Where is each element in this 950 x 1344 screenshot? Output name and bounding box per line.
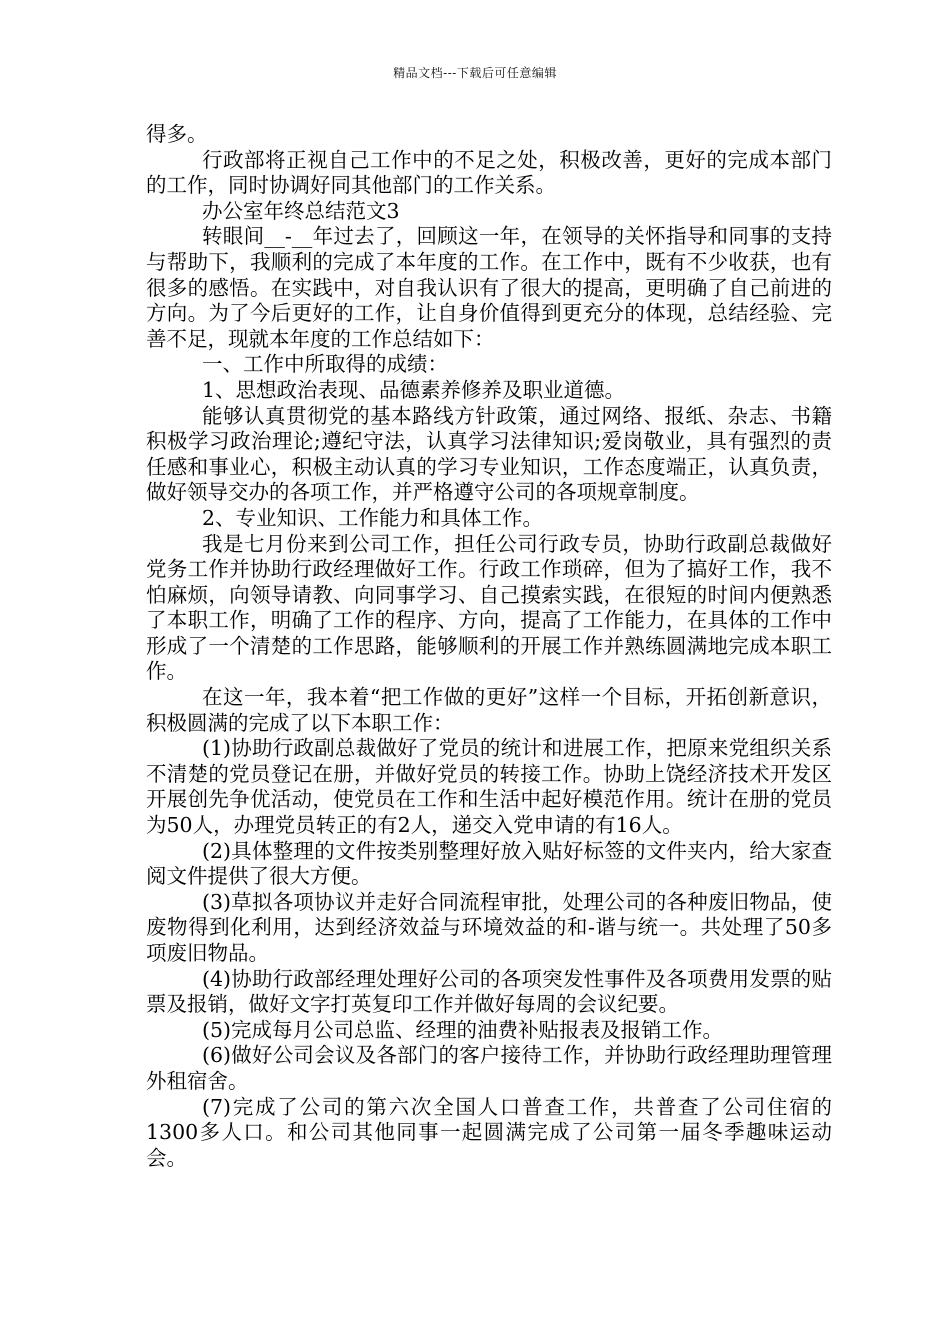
document-body <box>146 122 832 1171</box>
paragraph: (2)具体整理的文件按类别整理好放入贴好标签的文件夹内，给大家查阅文件提供了很大方便。 <box>146 838 832 889</box>
paragraph: (4)协助行政部经理处理好公司的各项突发性事件及各项费用发票的贴票及报销，做好文字打英复印工作并做好每周的会议纪要。 <box>146 966 832 1017</box>
paragraph: 在这一年，我本着“把工作做的更好”这样一个目标，开拓创新意识，积极圆满的完成了以下本职工作： <box>146 685 832 735</box>
paragraph: 一、工作中所取得的成绩： <box>202 352 448 377</box>
paragraph: (6)做好公司会议及各部门的客户接待工作，并协助行政经理助理管理外租宿舍。 <box>146 1043 832 1093</box>
paragraph: 我是七月份来到公司工作，担任公司行政专员，协助行政副总裁做好党务工作并协助行政经理做好工作。行政工作琐碎，但为了搞好工作，我不怕麻烦，向领导请教、向同事学习、自己摸索实践，在很短的时间内便熟悉了本职工作，明确了工作的程序、方向，提高了工作能力，在具体的工作中形成了一个清楚的工作思路，能够顺利的开展工作并熟练圆满地完成本职工作。 <box>146 531 832 684</box>
paragraph: (3)草拟各项协议并走好合同流程审批，处理公司的各种废旧物品，使废物得到化利用，达到经济效益与环境效益的和-谐与统一。共处理了50多项废旧物品。 <box>146 889 832 965</box>
paragraph: (5)完成每月公司总监、经理的油费补贴报表及报销工作。 <box>202 1017 724 1042</box>
paragraph: (7)完成了公司的第六次全国人口普查工作，共普查了公司住宿的1300多人口。和公司其他同事一起圆满完成了公司第一届冬季趣味运动会。 <box>146 1094 832 1170</box>
page-header: 精品文档---下载后可任意编辑 <box>393 66 557 80</box>
paragraph: 2、专业知识、工作能力和具体工作。 <box>202 505 544 530</box>
paragraph: 转眼间__-__年过去了，回顾这一年，在领导的关怀指导和同事的支持与帮助下，我顺利的完成了本年度的工作。在工作中，既有不少收获，也有很多的感悟。在实践中，对自我认识有了很大的提高，更明确了自己前进的方向。为了今后更好的工作，让自身价值得到更充分的体现，总结经验、完善不足，现就本年度的工作总结如下： <box>146 224 832 351</box>
paragraph: 得多。 <box>146 122 208 146</box>
paragraph: 办公室年终总结范文3 <box>202 198 400 223</box>
paragraph: (1)协助行政副总裁做好了党员的统计和进展工作，把原来党组织关系不清楚的党员登记在册，并做好党员的转接工作。协助上饶经济技术开发区开展创先争优活动，使党员在工作和生活中起好模范作用。统计在册的党员为50人，办理党员转正的有2人，递交入党申请的有16人。 <box>146 736 832 838</box>
paragraph: 1、思想政治表现、品德素养修养及职业道德。 <box>202 377 626 402</box>
paragraph: 行政部将正视自己工作中的不足之处，积极改善，更好的完成本部门的工作，同时协调好同其他部门的工作关系。 <box>146 147 832 198</box>
paragraph: 能够认真贯彻党的基本路线方针政策，通过网络、报纸、杂志、书籍积极学习政治理论;遵纪守法，认真学习法律知识;爱岗敬业，具有强烈的责任感和事业心，积极主动认真的学习专业知识，工作态度端正，认真负责，做好领导交办的各项工作，并严格遵守公司的各项规章制度。 <box>146 403 832 505</box>
